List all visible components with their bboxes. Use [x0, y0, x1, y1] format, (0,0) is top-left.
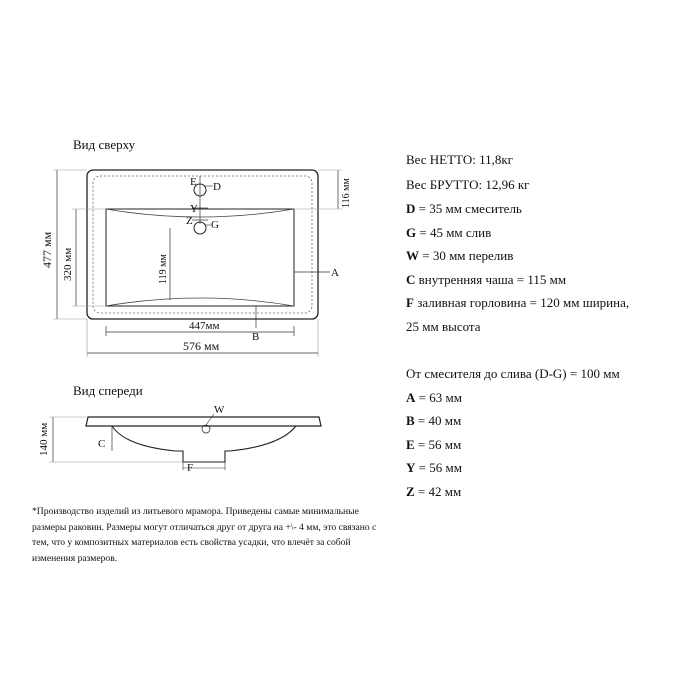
spec-d-key: D [406, 201, 416, 216]
sink-front-view [38, 404, 321, 474]
label-a: A [331, 267, 339, 279]
label-w: W [214, 404, 225, 416]
spec-z-text: = 42 мм [417, 484, 462, 499]
spec-net-weight-value: 11,8кг [479, 152, 513, 167]
dim-bowl-depth: 320 мм [62, 247, 74, 281]
spec-w-key: W [406, 248, 419, 263]
dim-height: 140 мм [38, 422, 50, 456]
spec-w [406, 248, 513, 264]
spec-net-weight [406, 152, 513, 168]
spec-g-text: = 45 мм слив [419, 225, 492, 240]
spec-b-text: = 40 мм [417, 413, 462, 428]
footnote: *Производство изделий из литьевого мрамора. Приведены самые минимальные размеры раковин. Размеры могут отличаться друг от друга на +\- 4 мм, это связано с тем, что у композитных материалов есть свойства усадки, что влечёт за собой изменения размеров. [32, 506, 377, 564]
bowl-bottom-curve [106, 298, 294, 306]
spec-c-key: C [406, 272, 416, 287]
label-g: G [211, 219, 219, 231]
spec-net-weight-label: Вес НЕТТО: [406, 152, 476, 167]
spec-e-key: E [406, 437, 415, 452]
spec-f-height: 25 мм высота [406, 319, 481, 334]
dim-drain-offset: 119 мм [158, 254, 169, 284]
label-z: Z [186, 215, 193, 227]
dim-rear-offset: 116 мм [341, 178, 352, 208]
spec-c-text: внутренняя чаша = 115 мм [418, 272, 567, 287]
spec-z [406, 484, 461, 500]
spec-gross-weight [406, 177, 529, 193]
front-bowl-profile [112, 426, 296, 462]
spec-d-text: = 35 мм смеситель [418, 201, 522, 216]
label-e: E [190, 176, 197, 188]
sink-outer-outline [87, 170, 318, 319]
label-b: B [252, 331, 260, 343]
spec-y-text: = 56 мм [418, 460, 462, 475]
top-view-title: Вид сверху [73, 137, 136, 152]
spec-e [406, 437, 461, 453]
spec-a-text: = 63 мм [418, 390, 462, 405]
spec-f-text: заливная горловина = 120 мм ширина, [417, 295, 630, 310]
spec-gross-weight-value: 12,96 кг [485, 177, 530, 192]
dim-bowl-width: 447мм [189, 320, 220, 332]
dim-length: 576 мм [183, 339, 220, 353]
dim-depth: 477 мм [40, 231, 54, 268]
spec-g-key: G [406, 225, 417, 240]
label-y: Y [190, 203, 198, 215]
sink-top-view [40, 170, 352, 357]
spec-e-text: = 56 мм [417, 437, 462, 452]
spec-f [406, 295, 629, 311]
label-w-leader [206, 414, 214, 425]
sink-drawing [0, 0, 400, 500]
spec-a [406, 390, 462, 406]
spec-dg: От смесителя до слива (D-G) = 100 мм [406, 366, 620, 381]
front-view-title: Вид спереди [73, 383, 143, 398]
spec-w-text: = 30 мм перелив [422, 248, 514, 263]
spec-g [406, 225, 491, 241]
label-d: D [213, 181, 221, 193]
label-f: F [187, 462, 194, 474]
spec-b [406, 413, 461, 429]
spec-f-key: F [406, 295, 414, 310]
sink-rim-outline [93, 176, 312, 313]
spec-y-key: Y [406, 460, 416, 475]
spec-c [406, 272, 566, 288]
label-c: C [98, 438, 106, 450]
spec-b-key: B [406, 413, 415, 428]
front-top-slab [86, 417, 321, 426]
spec-z-key: Z [406, 484, 415, 499]
spec-a-key: A [406, 390, 416, 405]
spec-y [406, 460, 462, 476]
spec-d [406, 201, 522, 217]
spec-gross-weight-label: Вес БРУТТО: [406, 177, 483, 192]
